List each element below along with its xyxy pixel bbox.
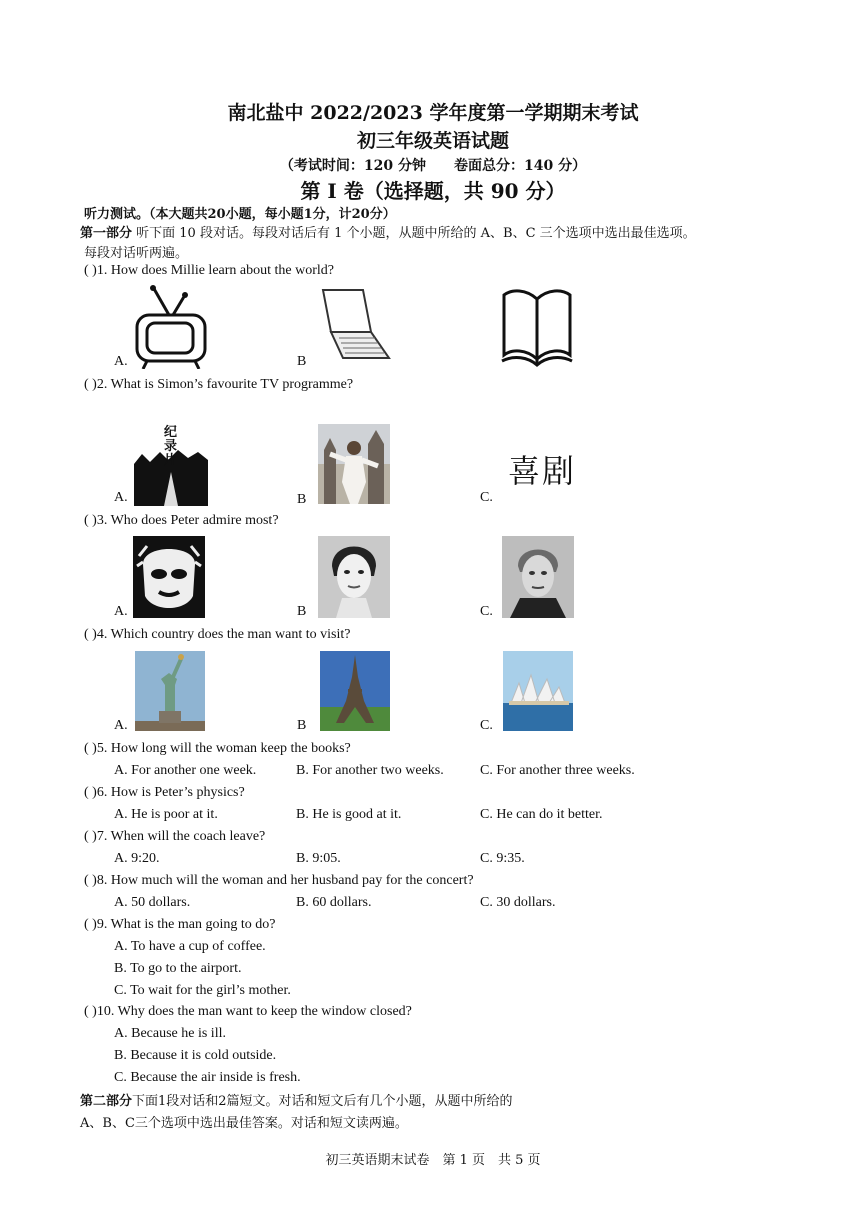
- question-5: [84, 741, 351, 757]
- q3-option-b-label: B: [297, 604, 307, 619]
- part1-label: 第一部分: [80, 226, 133, 241]
- question-7: [84, 829, 265, 845]
- part1-instructions: [80, 222, 696, 241]
- q1-option-b-label: B: [297, 354, 307, 369]
- question-2: [84, 377, 353, 393]
- q8-option-b[interactable]: B. 60 dollars.: [296, 895, 372, 910]
- q8-option-c[interactable]: C. 30 dollars.: [480, 895, 556, 910]
- answer-blank[interactable]: ( ): [84, 627, 97, 642]
- q4-option-b-label: B: [297, 718, 307, 733]
- q10-option-b[interactable]: B. Because it is cold outside.: [114, 1048, 277, 1063]
- q10-option-c[interactable]: C. Because the air inside is fresh.: [114, 1070, 301, 1085]
- listening-heading: 听力测试。（本大题共20小题，每小题1分，计20分）: [84, 207, 396, 222]
- exam-info: （考试时间：120 分钟 卷面总分：140 分）: [279, 158, 587, 174]
- part1-instructions-2: 每段对话听两遍。: [84, 246, 189, 261]
- question-text: 7. When will the coach leave?: [96, 829, 266, 844]
- q3-option-c-label: C.: [480, 604, 493, 619]
- question-text: 10. Why does the man want to keep the window closed?: [96, 1004, 412, 1019]
- question-text: 1. How does Millie learn about the world?: [96, 263, 334, 278]
- q3-option-a-label: A.: [114, 604, 128, 619]
- question-1: [84, 263, 334, 279]
- part2-instructions: [80, 1090, 513, 1109]
- answer-blank[interactable]: ( ): [84, 829, 97, 844]
- q7-option-a[interactable]: A. 9:20.: [114, 851, 160, 866]
- q5-option-c[interactable]: C. For another three weeks.: [480, 763, 635, 778]
- q9-option-c[interactable]: C. To wait for the girl’s mother.: [114, 983, 291, 998]
- q6-option-a[interactable]: A. He is poor at it.: [114, 807, 218, 822]
- question-3: [84, 513, 279, 529]
- q5-option-b[interactable]: B. For another two weeks.: [296, 763, 444, 778]
- q10-option-a[interactable]: A. Because he is ill.: [114, 1026, 226, 1041]
- q8-option-a[interactable]: A. 50 dollars.: [114, 895, 191, 910]
- part2-text: 下面1段对话和2篇短文。对话和短文后有几个小题，从题中所给的: [132, 1094, 513, 1109]
- question-4: [84, 627, 350, 643]
- exam-subtitle: 初三年级英语试题: [356, 130, 509, 152]
- question-8: [84, 873, 474, 889]
- q1-option-a-label: A.: [114, 354, 128, 369]
- question-text: 5. How long will the woman keep the books?: [96, 741, 351, 756]
- tv-icon: [133, 285, 209, 369]
- volume-heading: 第 I 卷（选择题，共 90 分）: [300, 179, 566, 203]
- part1-text: 听下面 10 段对话。每段对话后有 1 个小题，从题中所给的 A、B、C 三个选项中选出最佳选项。: [136, 226, 696, 241]
- answer-blank[interactable]: ( ): [84, 785, 97, 800]
- answer-blank[interactable]: ( ): [84, 917, 97, 932]
- statue-of-liberty-picture: [135, 651, 205, 731]
- comedy-picture: 喜剧: [508, 452, 577, 490]
- question-9: [84, 917, 275, 933]
- answer-blank[interactable]: ( ): [84, 1004, 97, 1019]
- answer-blank[interactable]: ( ): [84, 873, 97, 888]
- q6-option-b[interactable]: B. He is good at it.: [296, 807, 402, 822]
- part2-instructions-2: A、B、C三个选项中选出最佳答案。对话和短文读两遍。: [80, 1116, 408, 1131]
- q9-option-b[interactable]: B. To go to the airport.: [114, 961, 242, 976]
- documentary-caption: 纪录片: [164, 425, 178, 468]
- answer-blank[interactable]: ( ): [84, 513, 97, 528]
- einstein-picture: [133, 536, 205, 618]
- curie-picture: [502, 536, 574, 618]
- sydney-opera-house-picture: [503, 651, 573, 731]
- question-10: [84, 1004, 412, 1020]
- answer-blank[interactable]: ( ): [84, 741, 97, 756]
- question-text: 6. How is Peter’s physics?: [96, 785, 245, 800]
- answer-blank[interactable]: ( ): [84, 377, 97, 392]
- question-text: 9. What is the man going to do?: [96, 917, 276, 932]
- laptop-icon: [315, 286, 391, 366]
- q2-option-a-label: A.: [114, 490, 128, 505]
- q2-option-b-label: B: [297, 492, 307, 507]
- question-text: 8. How much will the woman and her husband pay for the concert?: [96, 873, 474, 888]
- q5-option-a[interactable]: A. For another one week.: [114, 763, 257, 778]
- q7-option-c[interactable]: C. 9:35.: [480, 851, 525, 866]
- q4-option-a-label: A.: [114, 718, 128, 733]
- eiffel-tower-picture: [320, 651, 390, 731]
- hepburn-picture: [318, 536, 390, 618]
- exam-title: 南北盐中 2022/2023 学年度第一学期期末考试: [227, 102, 639, 124]
- question-text: 4. Which country does the man want to visit?: [96, 627, 351, 642]
- book-icon: [500, 285, 574, 369]
- q9-option-a[interactable]: A. To have a cup of coffee.: [114, 939, 266, 954]
- question-text: 2. What is Simon’s favourite TV programme?: [96, 377, 354, 392]
- q2-option-c-label: C.: [480, 490, 493, 505]
- question-text: 3. Who does Peter admire most?: [96, 513, 279, 528]
- q6-option-c[interactable]: C. He can do it better.: [480, 807, 603, 822]
- page-footer: 初三英语期末试卷 第 1 页 共 5 页: [325, 1153, 541, 1168]
- part2-label: 第二部分: [80, 1094, 133, 1109]
- question-6: [84, 785, 245, 801]
- q4-option-c-label: C.: [480, 718, 493, 733]
- answer-blank[interactable]: ( ): [84, 263, 97, 278]
- kungfu-picture: [318, 424, 390, 504]
- q7-option-b[interactable]: B. 9:05.: [296, 851, 341, 866]
